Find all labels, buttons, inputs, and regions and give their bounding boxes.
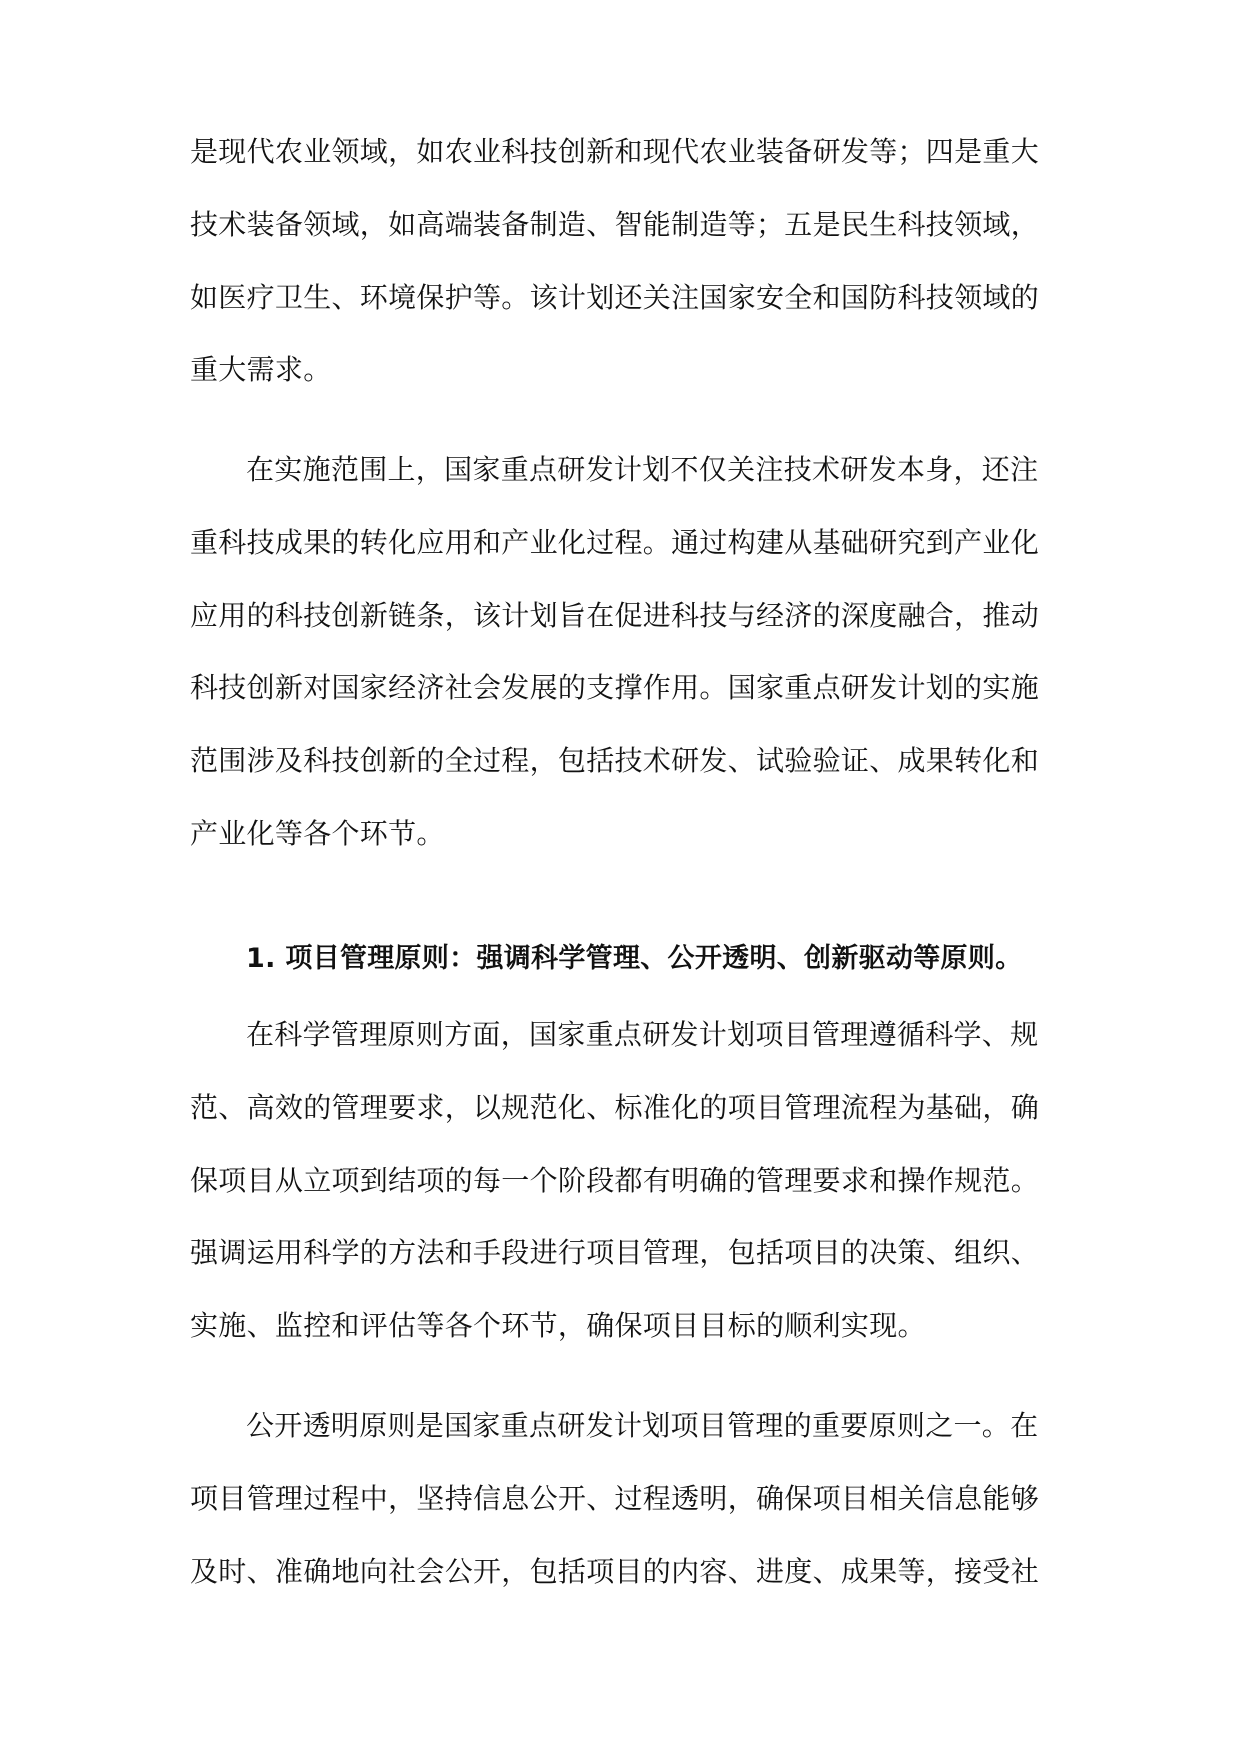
text-line: 在实施范围上，国家重点研发计划不仅关注技术研发本身，还注	[246, 453, 1039, 486]
text-line: 重大需求。	[190, 353, 332, 386]
text-line: 在科学管理原则方面，国家重点研发计划项目管理遵循科学、规	[246, 1018, 1039, 1051]
text-line: 范围涉及科技创新的全过程，包括技术研发、试验验证、成果转化和	[190, 744, 1040, 777]
text-line: 产业化等各个环节。	[190, 817, 445, 850]
text-line: 重科技成果的转化应用和产业化过程。通过构建从基础研究到产业化	[190, 526, 1040, 559]
text-line: 应用的科技创新链条，该计划旨在促进科技与经济的深度融合，推动	[190, 599, 1040, 632]
text-line: 范、高效的管理要求，以规范化、标准化的项目管理流程为基础，确	[190, 1091, 1040, 1124]
section-heading: 1. 项目管理原则：强调科学管理、公开透明、创新驱动等原则。	[246, 943, 1023, 974]
text-line: 技术装备领域，如高端装备制造、智能制造等；五是民生科技领域，	[190, 208, 1040, 241]
text-line: 实施、监控和评估等各个环节，确保项目目标的顺利实现。	[190, 1309, 926, 1342]
text-line: 项目管理过程中，坚持信息公开、过程透明，确保项目相关信息能够	[190, 1482, 1040, 1515]
text-line: 及时、准确地向社会公开，包括项目的内容、进度、成果等，接受社	[190, 1555, 1040, 1588]
text-line: 如医疗卫生、环境保护等。该计划还关注国家安全和国防科技领域的	[190, 281, 1040, 314]
text-line: 公开透明原则是国家重点研发计划项目管理的重要原则之一。在	[246, 1409, 1039, 1442]
text-line: 强调运用科学的方法和手段进行项目管理，包括项目的决策、组织、	[190, 1236, 1040, 1269]
text-line: 是现代农业领域，如农业科技创新和现代农业装备研发等；四是重大	[190, 135, 1040, 168]
text-line: 保项目从立项到结项的每一个阶段都有明确的管理要求和操作规范。	[190, 1164, 1040, 1197]
text-line: 科技创新对国家经济社会发展的支撑作用。国家重点研发计划的实施	[190, 671, 1040, 704]
